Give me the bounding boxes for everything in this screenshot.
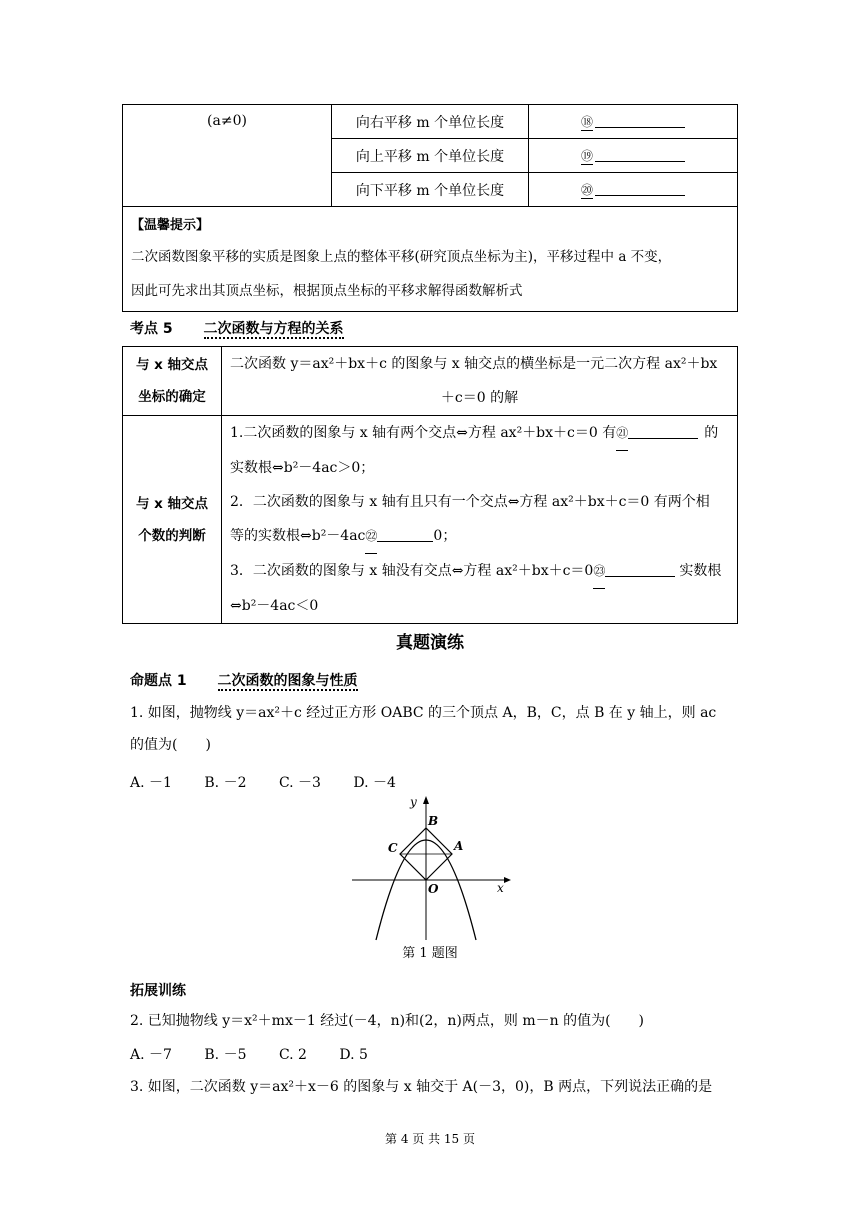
q2-options — [130, 1044, 396, 1064]
fig-label-a: A — [454, 839, 464, 853]
answer-blank-22[interactable] — [377, 527, 433, 542]
row2-line-4 — [230, 519, 729, 554]
row1-label-a: 与 x 轴交点 — [135, 357, 209, 373]
row2-line-6: ⇔b²－4ac＜0 — [230, 598, 319, 614]
section-5-title: 二次函数与方程的关系 — [203, 321, 344, 337]
table1-answer-cell — [529, 173, 738, 207]
x-axis-arrow — [504, 877, 511, 883]
q2-option-c[interactable]: C. 2 — [278, 1047, 307, 1063]
table1-op-cell — [332, 139, 529, 173]
topic-1-title: 二次函数的图象与性质 — [217, 673, 358, 689]
fig-label-x: x — [497, 881, 504, 895]
section-5-label: 考点 5 — [130, 321, 173, 337]
blank-number-21: ㉑ — [616, 416, 628, 451]
row1-content — [222, 347, 738, 416]
hint-line-2: 因此可先求出其顶点坐标，根据顶点坐标的平移求解得函数解析式 — [131, 283, 523, 299]
q1-option-b[interactable]: B. －2 — [204, 775, 247, 791]
row2-label-b: 个数的判断 — [138, 527, 206, 544]
q2-option-d[interactable]: D. 5 — [339, 1047, 368, 1063]
l1a-end: 的 — [704, 425, 719, 441]
blank-number-19: ⑲ — [580, 148, 593, 163]
page-footer: 第 4 页 共 15 页 — [385, 1132, 475, 1146]
equation-relation-table — [122, 346, 738, 624]
answer-blank-19[interactable] — [595, 147, 685, 162]
fig-label-c: C — [388, 841, 398, 855]
hint-box — [123, 207, 738, 312]
row2-line-5 — [230, 554, 729, 589]
answer-blank-20[interactable] — [595, 181, 685, 196]
row2-line-1 — [230, 416, 729, 451]
l2b-end: 0； — [433, 528, 457, 544]
answer-blank-18[interactable] — [595, 113, 685, 128]
topic-1-label: 命题点 1 — [130, 673, 187, 689]
q2-option-a[interactable]: A. －7 — [130, 1047, 172, 1063]
table1-answer-cell — [529, 105, 738, 139]
hint-line-1: 二次函数图象平移的实质是图象上点的整体平移(研究顶点坐标为主)，平移过程中 a 不变， — [131, 249, 672, 265]
y-axis-arrow — [423, 796, 429, 804]
fig-label-b: B — [428, 814, 439, 828]
l3a: 3．二次函数的图象与 x 轴没有交点⇔方程 ax²＋bx＋c＝0 — [230, 563, 594, 579]
l1a: 1.二次函数的图象与 x 轴有两个交点⇔方程 ax²＋bx＋c＝0 有 — [230, 425, 617, 441]
q1-line-1: 1. 如图，抛物线 y＝ax²＋c 经过正方形 OABC 的三个顶点 A，B，C，点 B 在 y 轴上，则 ac — [130, 705, 717, 721]
q1-parabola-figure — [346, 792, 516, 942]
blank-number-20: ⑳ — [580, 182, 593, 197]
q1-option-c[interactable]: C. －3 — [278, 775, 321, 791]
blank-number-23: ㉓ — [593, 554, 605, 589]
row1-text-a: 二次函数 y＝ax²＋bx＋c 的图象与 x 轴交点的横坐标是一元二次方程 ax²＋bx — [230, 356, 718, 372]
q1-option-d[interactable]: D. －4 — [353, 775, 396, 791]
q1-line-2: 的值为( ) — [130, 737, 211, 753]
q1-option-a[interactable]: A. －1 — [130, 775, 172, 791]
row1-text-b: ＋c＝0 的解 — [440, 390, 519, 406]
table1-op-cell — [332, 105, 529, 139]
row1-label — [123, 347, 222, 416]
translation-table — [122, 104, 738, 312]
table1-answer-cell — [529, 139, 738, 173]
fig-label-o: O — [428, 882, 439, 896]
fig-label-y: y — [410, 795, 417, 809]
topic-1-heading — [130, 670, 358, 690]
extension-heading: 拓展训练 — [130, 983, 186, 999]
l2b: 等的实数根⇔b²－4ac — [230, 528, 366, 544]
a-condition: (a≠0) — [207, 113, 247, 129]
table1-left-cell — [123, 105, 332, 207]
answer-blank-21[interactable] — [628, 424, 698, 439]
hint-title: 【温馨提示】 — [131, 218, 210, 233]
l3a-end: 实数根 — [679, 563, 722, 579]
section-heading: 真题演练 — [396, 633, 464, 653]
table1-op-cell — [332, 173, 529, 207]
q2-option-b[interactable]: B. －5 — [204, 1047, 247, 1063]
row2-line-2: 实数根⇔b²－4ac＞0； — [230, 460, 375, 476]
answer-blank-23[interactable] — [605, 562, 675, 577]
row1-label-b: 坐标的确定 — [138, 389, 206, 405]
q2-line-1: 2. 已知抛物线 y＝x²＋mx－1 经过(－4，n)和(2，n)两点，则 m－n 的值为( ) — [130, 1013, 645, 1029]
q1-options — [130, 772, 424, 792]
row2-line-3: 2．二次函数的图象与 x 轴有且只有一个交点⇔方程 ax²＋bx＋c＝0 有两个相 — [230, 494, 710, 510]
figure-caption: 第 1 题图 — [402, 946, 458, 961]
section-5-heading — [130, 318, 344, 338]
op-up: 向上平移 m 个单位长度 — [355, 148, 505, 165]
blank-number-22: ㉒ — [365, 519, 377, 554]
op-down: 向下平移 m 个单位长度 — [355, 182, 505, 199]
row2-label-a: 与 x 轴交点 — [135, 495, 209, 512]
q3-line-1: 3. 如图，二次函数 y＝ax²＋x－6 的图象与 x 轴交于 A(－3，0)，B 两点，下列说法正确的是 — [130, 1079, 713, 1095]
row2-label — [123, 416, 222, 624]
blank-number-18: ⑱ — [580, 114, 593, 129]
row2-content — [222, 416, 738, 624]
op-right: 向右平移 m 个单位长度 — [355, 114, 505, 131]
